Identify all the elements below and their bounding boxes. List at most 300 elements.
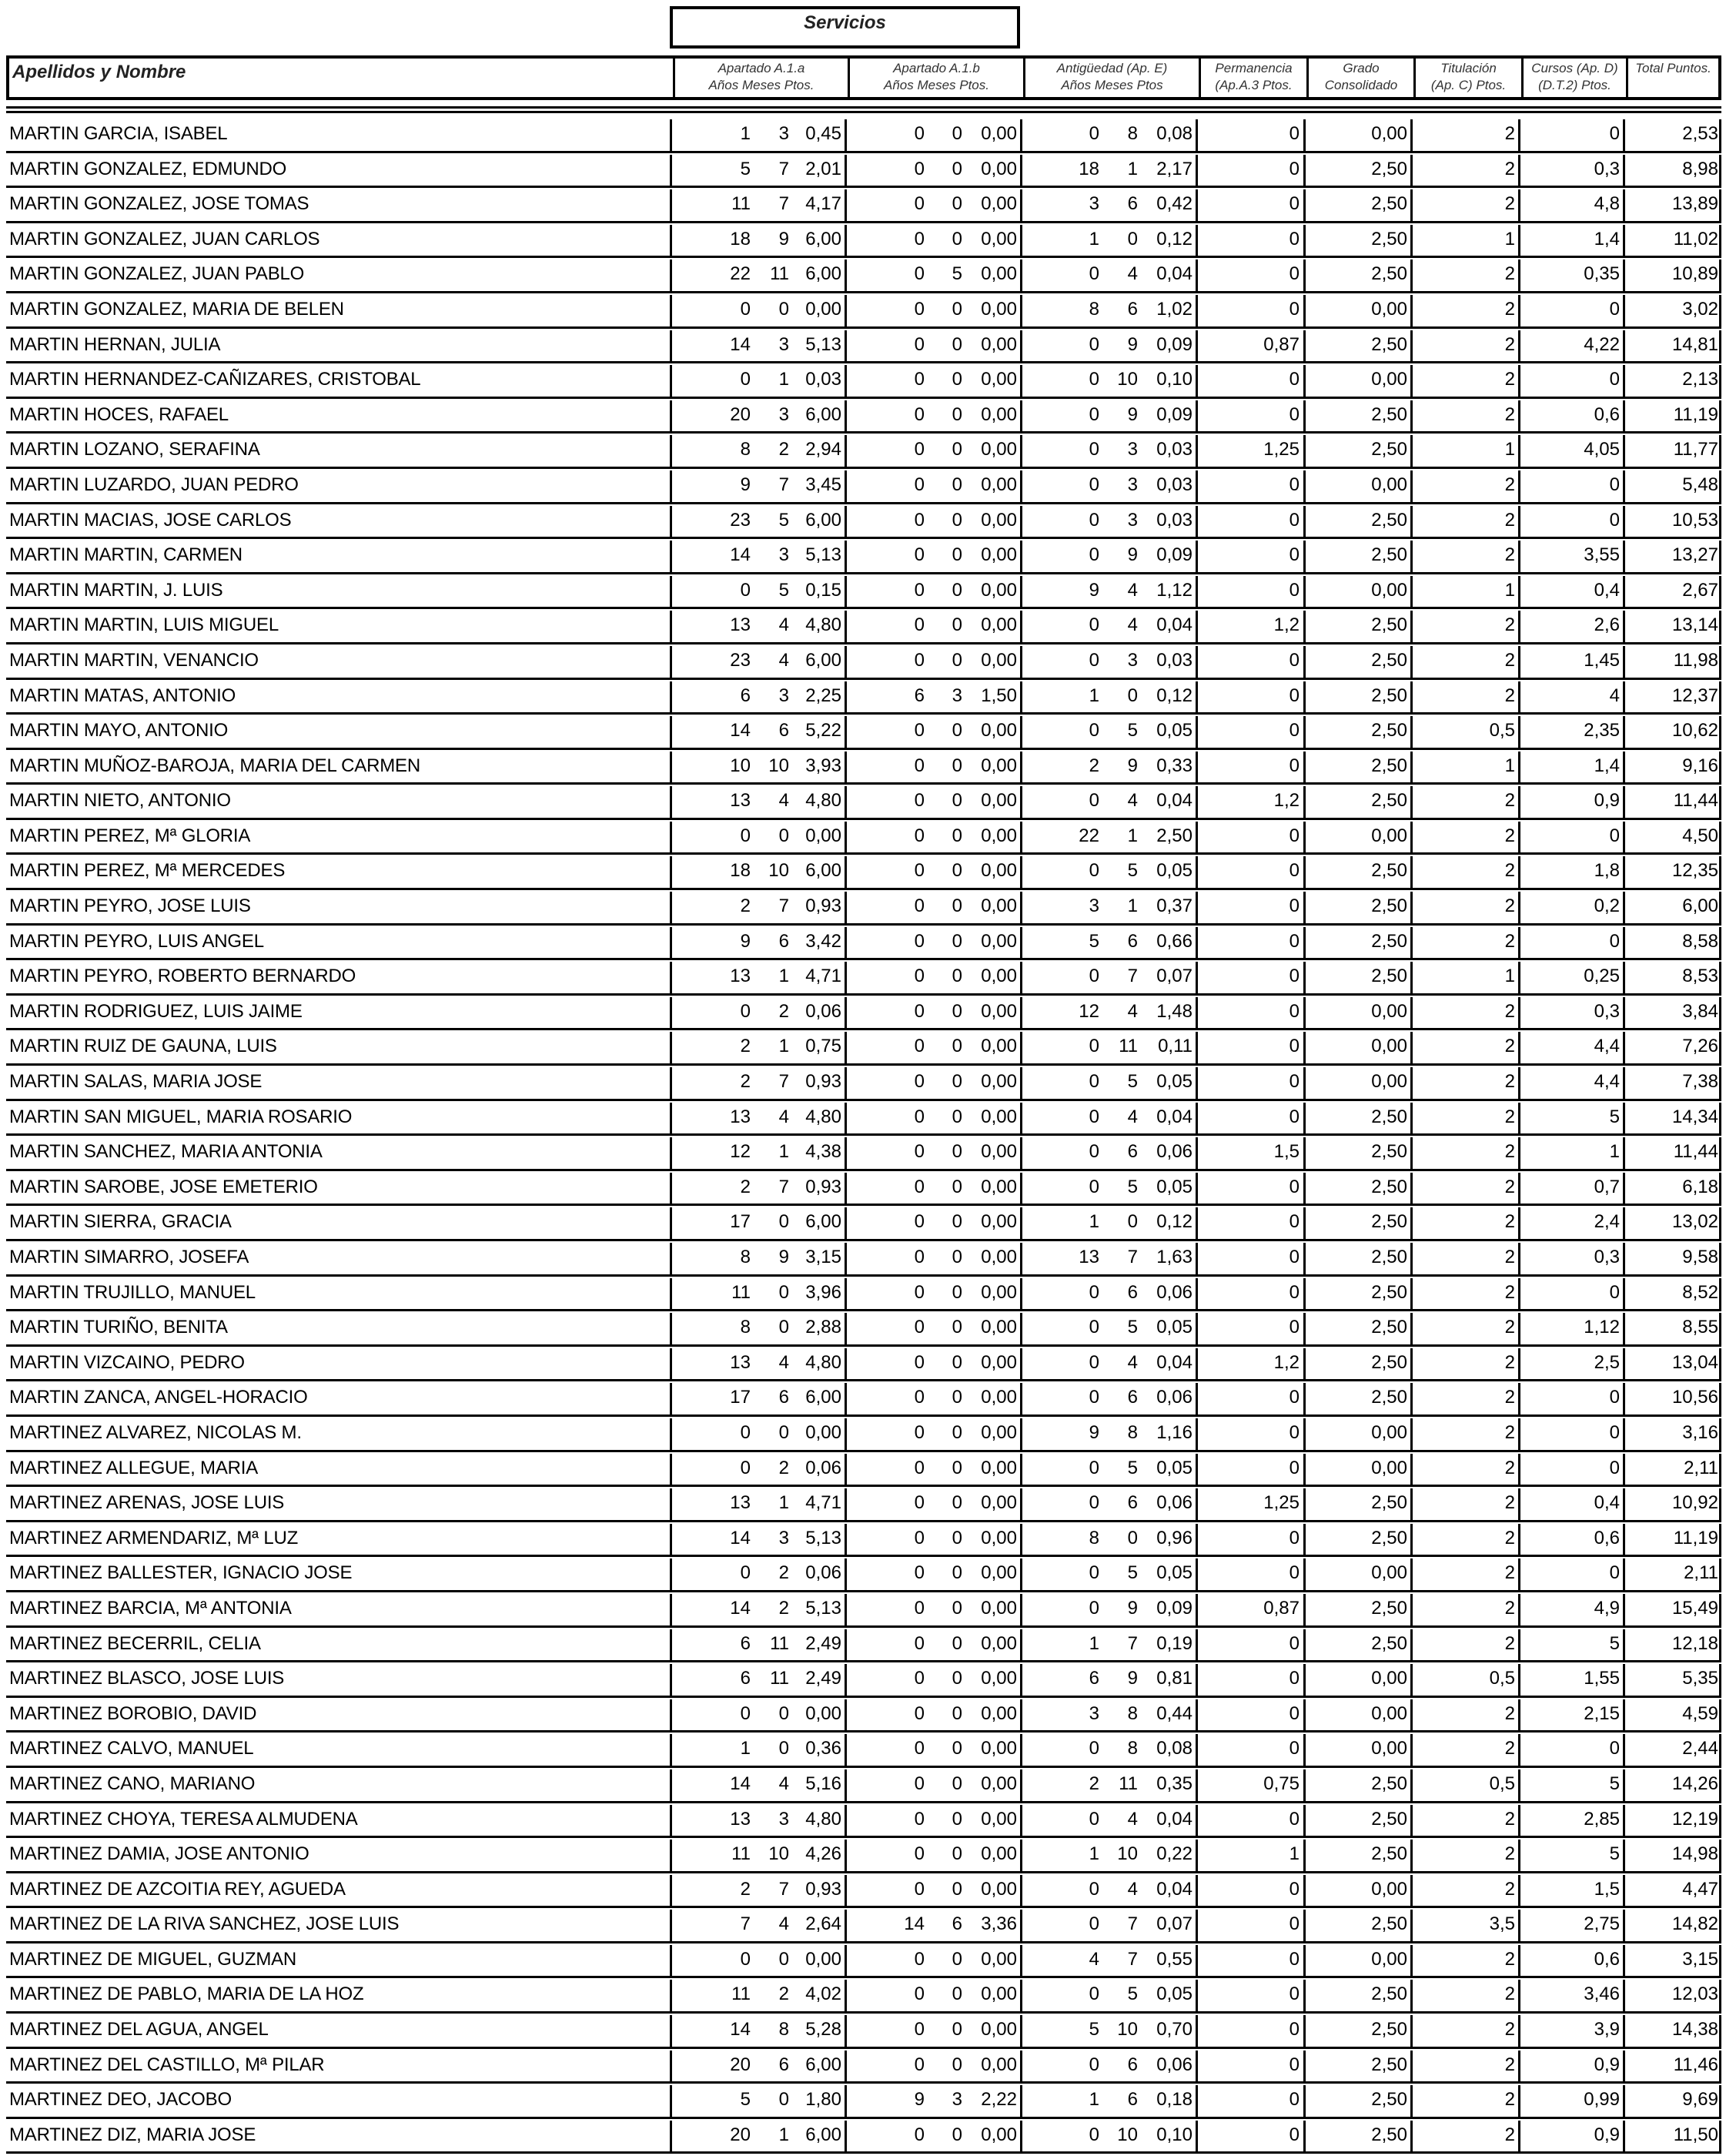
cell-a1b-anos: 0 <box>914 439 925 460</box>
cell-titulacion: 2 <box>1504 2089 1515 2111</box>
cell-permanencia: 0 <box>1289 579 1300 601</box>
cell-antig-meses: 10 <box>1117 2124 1138 2145</box>
cell-border <box>845 822 847 853</box>
table-row <box>6 1522 1721 1558</box>
cell-permanencia: 1,25 <box>1263 439 1300 460</box>
cell-titulacion: 2 <box>1504 1036 1515 1057</box>
cell-a1a-anos: 2 <box>740 1878 751 1900</box>
cell-border <box>1196 2085 1198 2117</box>
cell-border <box>1623 1594 1625 1625</box>
cell-border <box>1196 1418 1198 1450</box>
cell-border <box>1518 1488 1520 1520</box>
cell-border <box>1196 962 1198 993</box>
cell-border <box>1303 1383 1306 1414</box>
cell-a1b-ptos: 0,00 <box>981 1317 1017 1338</box>
cell-antig-meses: 4 <box>1127 1878 1138 1900</box>
cell-titulacion: 2 <box>1504 1247 1515 1267</box>
cell-border <box>1020 1348 1022 1380</box>
cell-border <box>1410 1348 1413 1380</box>
cell-a1a-anos: 0 <box>740 1000 751 1022</box>
cell-antig-ptos: 2,50 <box>1156 825 1192 846</box>
cell-border <box>1719 611 1721 642</box>
cell-border <box>845 1980 847 2011</box>
cell-border <box>1020 541 1022 572</box>
cell-a1b-anos: 0 <box>914 1036 925 1057</box>
cell-name: MARTIN VIZCAINO, PEDRO <box>9 1351 245 1373</box>
cell-grado: 2,50 <box>1371 755 1407 776</box>
cell-a1b-ptos: 0,00 <box>981 755 1017 776</box>
cell-antig-meses: 8 <box>1127 1702 1138 1724</box>
cell-border <box>1410 1137 1413 1169</box>
cell-border <box>1518 155 1520 186</box>
cell-grado: 2,50 <box>1371 1141 1407 1163</box>
cell-name: MARTIN PEREZ, Mª GLORIA <box>9 825 251 846</box>
cell-antig-ptos: 0,35 <box>1156 1773 1192 1794</box>
cell-a1a-ptos: 0,00 <box>805 298 841 320</box>
cell-total: 2,13 <box>1682 369 1718 390</box>
cell-total: 8,58 <box>1682 930 1718 952</box>
cell-a1b-ptos: 0,00 <box>981 720 1017 742</box>
cell-cursos: 5 <box>1609 1106 1620 1127</box>
cell-border <box>1623 2015 1625 2047</box>
cell-antig-anos: 0 <box>1089 369 1099 390</box>
cell-grado: 2,50 <box>1371 1913 1407 1935</box>
cell-border <box>1020 1664 1022 1696</box>
cell-name: MARTINEZ DIZ, MARIA JOSE <box>9 2124 256 2145</box>
cell-a1a-meses: 0 <box>778 1702 789 1724</box>
cell-antig-ptos: 0,70 <box>1156 2019 1192 2040</box>
cell-a1a-meses: 6 <box>778 1387 789 1408</box>
table-row <box>6 644 1721 680</box>
cell-a1b-anos: 0 <box>914 1562 925 1584</box>
cell-border <box>1020 1840 1022 1871</box>
cell-border <box>1020 1980 1022 2011</box>
cell-total: 9,16 <box>1682 755 1718 776</box>
cell-antig-ptos: 0,03 <box>1156 474 1192 495</box>
cell-a1a-meses: 7 <box>778 1176 789 1197</box>
cell-a1b-ptos: 0,00 <box>981 1878 1017 1900</box>
cell-border <box>1196 1840 1198 1871</box>
cell-name: MARTIN RODRIGUEZ, LUIS JAIME <box>9 1000 303 1022</box>
cell-titulacion: 2 <box>1504 1176 1515 1197</box>
cell-permanencia: 0 <box>1289 228 1300 249</box>
cell-a1a-meses: 6 <box>778 2054 789 2075</box>
cell-a1b-meses: 0 <box>952 1843 962 1865</box>
cell-a1b-meses: 0 <box>952 755 962 776</box>
cell-border <box>1196 646 1198 678</box>
cell-a1b-meses: 0 <box>952 1317 962 1338</box>
cell-a1a-anos: 20 <box>730 2054 751 2075</box>
cell-border <box>1623 856 1625 888</box>
cell-cursos: 0,7 <box>1594 1176 1620 1197</box>
cell-border <box>1719 1137 1721 1169</box>
cell-a1b-anos: 0 <box>914 1492 925 1514</box>
cell-border <box>1623 752 1625 783</box>
cell-name: MARTIN LOZANO, SERAFINA <box>9 439 260 460</box>
cell-border <box>845 155 847 186</box>
cell-titulacion: 2 <box>1504 298 1515 320</box>
cell-titulacion: 2 <box>1504 123 1515 144</box>
col-header-total: Total Puntos. <box>1626 59 1718 97</box>
table-row <box>6 118 1721 153</box>
cell-name: MARTIN NIETO, ANTONIO <box>9 790 231 812</box>
cell-grado: 2,50 <box>1371 614 1407 636</box>
cell-border <box>1303 611 1306 642</box>
cell-border <box>1518 927 1520 959</box>
cell-border <box>670 646 672 678</box>
cell-cursos: 1,55 <box>1584 1668 1620 1689</box>
cell-a1a-ptos: 3,93 <box>805 755 841 776</box>
cell-border <box>1020 295 1022 326</box>
cell-name: MARTINEZ BALLESTER, IGNACIO JOSE <box>9 1562 353 1584</box>
cell-border <box>670 1840 672 1871</box>
cell-border <box>670 681 672 713</box>
servicios-header: Servicios <box>670 6 1020 49</box>
cell-border <box>845 470 847 502</box>
cell-grado: 0,00 <box>1371 1421 1407 1443</box>
table-row <box>6 715 1721 750</box>
cell-a1b-anos: 0 <box>914 1317 925 1338</box>
cell-border <box>1303 1454 1306 1485</box>
cell-border <box>1303 1278 1306 1310</box>
cell-border <box>1623 2051 1625 2082</box>
cell-border <box>1719 716 1721 748</box>
cell-permanencia: 0 <box>1289 1176 1300 1197</box>
cell-border <box>1518 646 1520 678</box>
cell-antig-meses: 6 <box>1127 1281 1138 1303</box>
cell-a1b-ptos: 0,00 <box>981 1984 1017 2005</box>
cell-total: 3,02 <box>1682 298 1718 320</box>
cell-titulacion: 2 <box>1504 158 1515 179</box>
cell-grado: 2,50 <box>1371 158 1407 179</box>
cell-total: 12,35 <box>1671 860 1718 882</box>
cell-grado: 2,50 <box>1371 263 1407 285</box>
cell-grado: 2,50 <box>1371 1597 1407 1619</box>
cell-a1b-meses: 0 <box>952 1176 962 1197</box>
cell-border <box>1719 435 1721 467</box>
table-row <box>6 539 1721 574</box>
cell-grado: 0,00 <box>1371 579 1407 601</box>
cell-border <box>670 2121 672 2152</box>
cell-a1b-anos: 0 <box>914 1843 925 1865</box>
cell-border <box>1196 1383 1198 1414</box>
cell-border <box>1719 1067 1721 1099</box>
cell-cursos: 0 <box>1609 474 1620 495</box>
cell-border <box>670 1875 672 1907</box>
cell-a1b-ptos: 0,00 <box>981 193 1017 215</box>
cell-a1b-anos: 0 <box>914 896 925 917</box>
cell-border <box>1518 1348 1520 1380</box>
cell-a1a-ptos: 0,06 <box>805 1457 841 1478</box>
cell-border <box>1196 1243 1198 1274</box>
cell-antig-ptos: 0,09 <box>1156 544 1192 566</box>
cell-antig-ptos: 0,55 <box>1156 1948 1192 1970</box>
cell-permanencia: 0 <box>1289 1281 1300 1303</box>
cell-border <box>1196 2015 1198 2047</box>
cell-border <box>1623 1418 1625 1450</box>
cell-titulacion: 2 <box>1504 1984 1515 2005</box>
header-divider-bottom <box>6 111 1721 113</box>
cell-total: 11,19 <box>1673 1527 1718 1548</box>
cell-total: 2,67 <box>1682 579 1718 601</box>
cell-a1a-anos: 13 <box>730 1106 751 1127</box>
cell-border <box>1020 1032 1022 1063</box>
cell-permanencia: 1 <box>1289 1843 1300 1865</box>
cell-a1b-ptos: 0,00 <box>981 1562 1017 1584</box>
cell-a1a-meses: 2 <box>778 1000 789 1022</box>
cell-a1b-ptos: 0,00 <box>981 2124 1017 2145</box>
cell-grado: 2,50 <box>1371 1773 1407 1794</box>
cell-a1b-ptos: 0,00 <box>981 1141 1017 1163</box>
cell-name: MARTIN GONZALEZ, JOSE TOMAS <box>9 193 309 215</box>
cell-a1a-ptos: 0,75 <box>805 1036 841 1057</box>
cell-grado: 2,50 <box>1371 1808 1407 1830</box>
cell-total: 9,69 <box>1682 2089 1718 2111</box>
cell-permanencia: 0 <box>1289 966 1300 987</box>
table-row <box>6 890 1721 926</box>
cell-border <box>1410 2085 1413 2117</box>
cell-border <box>1020 1524 1022 1555</box>
cell-border <box>1518 1805 1520 1836</box>
cell-grado: 2,50 <box>1371 403 1407 425</box>
cell-border <box>1623 786 1625 818</box>
cell-a1a-meses: 9 <box>778 228 789 249</box>
cell-border <box>1020 155 1022 186</box>
cell-a1a-anos: 11 <box>731 1843 751 1865</box>
cell-titulacion: 2 <box>1504 1421 1515 1443</box>
cell-a1a-anos: 13 <box>730 1808 751 1830</box>
table-row <box>6 1978 1721 2014</box>
cell-a1b-meses: 0 <box>952 2054 962 2075</box>
table-row <box>6 1311 1721 1347</box>
cell-border <box>1020 997 1022 1029</box>
cell-a1a-meses: 1 <box>778 369 789 390</box>
cell-antig-anos: 0 <box>1089 123 1099 144</box>
cell-border <box>1518 1418 1520 1450</box>
cell-border <box>1196 1032 1198 1063</box>
cell-cursos: 5 <box>1609 1773 1620 1794</box>
cell-a1b-ptos: 0,00 <box>981 544 1017 566</box>
cell-border <box>1623 259 1625 291</box>
table-row <box>6 750 1721 785</box>
cell-cursos: 0 <box>1609 369 1620 390</box>
cell-a1b-ptos: 3,36 <box>981 1913 1017 1935</box>
cell-border <box>1020 1173 1022 1204</box>
cell-a1b-anos: 0 <box>914 1141 925 1163</box>
cell-border <box>670 541 672 572</box>
cell-border <box>845 892 847 923</box>
table-row <box>6 1030 1721 1066</box>
cell-border <box>1410 1769 1413 1801</box>
cell-a1b-anos: 0 <box>914 1387 925 1408</box>
cell-a1a-anos: 23 <box>730 649 751 671</box>
table-row <box>6 609 1721 644</box>
cell-a1b-anos: 0 <box>914 720 925 742</box>
cell-antig-anos: 0 <box>1089 474 1099 495</box>
cell-border <box>1303 155 1306 186</box>
cell-border <box>1020 1313 1022 1344</box>
cell-border <box>1518 1699 1520 1731</box>
cell-a1b-meses: 0 <box>952 1421 962 1443</box>
cell-total: 11,77 <box>1673 439 1718 460</box>
cell-antig-meses: 9 <box>1127 1597 1138 1619</box>
cell-permanencia: 0 <box>1289 649 1300 671</box>
cell-border <box>1303 646 1306 678</box>
cell-border <box>670 1488 672 1520</box>
cell-border <box>1719 400 1721 432</box>
cell-antig-meses: 3 <box>1127 439 1138 460</box>
cell-a1a-ptos: 1,80 <box>805 2089 841 2111</box>
cell-a1a-meses: 0 <box>778 1281 789 1303</box>
cell-border <box>845 2085 847 2117</box>
cell-border <box>670 259 672 291</box>
cell-border <box>1196 1910 1198 1941</box>
cell-border <box>1410 1629 1413 1661</box>
cell-antig-anos: 0 <box>1089 1738 1099 1759</box>
cell-antig-anos: 9 <box>1089 579 1099 601</box>
cell-total: 13,89 <box>1671 193 1718 215</box>
cell-antig-anos: 0 <box>1089 1492 1099 1514</box>
table-row <box>6 1136 1721 1171</box>
table-row <box>6 188 1721 223</box>
cell-permanencia: 0 <box>1289 1808 1300 1830</box>
cell-titulacion: 2 <box>1504 333 1515 355</box>
table-row <box>6 1171 1721 1207</box>
cell-border <box>1196 435 1198 467</box>
cell-a1b-meses: 0 <box>952 369 962 390</box>
cell-a1a-anos: 14 <box>730 1773 751 1794</box>
cell-antig-meses: 0 <box>1127 228 1138 249</box>
cell-cursos: 0,99 <box>1584 2089 1620 2111</box>
cell-border <box>1623 576 1625 608</box>
cell-a1a-ptos: 0,00 <box>805 1948 841 1970</box>
cell-antig-ptos: 0,07 <box>1156 966 1192 987</box>
cell-name: MARTINEZ ARMENDARIZ, Mª LUZ <box>9 1527 299 1548</box>
cell-antig-meses: 4 <box>1127 579 1138 601</box>
cell-border <box>1719 2015 1721 2047</box>
table-row <box>6 469 1721 504</box>
cell-antig-ptos: 0,05 <box>1156 1984 1192 2005</box>
cell-border <box>1410 822 1413 853</box>
cell-a1b-meses: 0 <box>952 790 962 812</box>
cell-permanencia: 1,5 <box>1273 1141 1300 1163</box>
cell-border <box>1303 330 1306 362</box>
cell-cursos: 0,3 <box>1594 1000 1620 1022</box>
cell-border <box>1518 576 1520 608</box>
cell-border <box>1518 1278 1520 1310</box>
cell-a1b-anos: 0 <box>914 1106 925 1127</box>
cell-border <box>1020 1418 1022 1450</box>
cell-a1b-meses: 0 <box>952 544 962 566</box>
cell-total: 13,14 <box>1671 614 1718 636</box>
cell-antig-anos: 12 <box>1079 1000 1099 1022</box>
cell-a1a-meses: 11 <box>770 263 789 285</box>
cell-border <box>1623 1488 1625 1520</box>
cell-border <box>1623 1840 1625 1871</box>
cell-a1b-meses: 0 <box>952 123 962 144</box>
cell-border <box>845 1594 847 1625</box>
cell-a1a-ptos: 6,00 <box>805 403 841 425</box>
cell-name: MARTINEZ DEL AGUA, ANGEL <box>9 2019 269 2040</box>
cell-permanencia: 0 <box>1289 509 1300 531</box>
cell-name: MARTINEZ CALVO, MANUEL <box>9 1738 254 1759</box>
table-row <box>6 434 1721 469</box>
col-header-a1a: Apartado A.1.a Años Meses Ptos. <box>673 59 848 97</box>
cell-a1a-ptos: 5,13 <box>805 333 841 355</box>
name-column-header: Apellidos y Nombre <box>12 62 186 82</box>
cell-antig-meses: 4 <box>1127 1808 1138 1830</box>
cell-a1a-meses: 7 <box>778 896 789 917</box>
cell-antig-ptos: 0,04 <box>1156 790 1192 812</box>
cell-a1b-anos: 0 <box>914 1351 925 1373</box>
cell-border <box>1303 119 1306 151</box>
cell-border <box>1719 541 1721 572</box>
cell-cursos: 0,35 <box>1584 263 1620 285</box>
cell-antig-ptos: 0,04 <box>1156 1808 1192 1830</box>
cell-border <box>1303 295 1306 326</box>
cell-a1a-ptos: 5,13 <box>805 1527 841 1548</box>
cell-border <box>1196 1980 1198 2011</box>
cell-antig-anos: 1 <box>1089 685 1099 706</box>
cell-a1a-ptos: 4,80 <box>805 1106 841 1127</box>
cell-border <box>1020 1558 1022 1590</box>
cell-a1a-meses: 7 <box>778 474 789 495</box>
cell-name: MARTINEZ ALVAREZ, NICOLAS M. <box>9 1421 302 1443</box>
cell-a1a-anos: 0 <box>740 1421 751 1443</box>
cell-antig-meses: 10 <box>1117 369 1138 390</box>
cell-border <box>1518 1207 1520 1239</box>
cell-cursos: 1,4 <box>1594 755 1620 776</box>
cell-a1b-meses: 3 <box>952 2089 962 2111</box>
cell-a1b-anos: 14 <box>904 1913 925 1935</box>
cell-border <box>670 1734 672 1766</box>
cell-a1b-meses: 0 <box>952 825 962 846</box>
table-row <box>6 223 1721 259</box>
cell-border <box>1303 681 1306 713</box>
cell-total: 3,84 <box>1682 1000 1718 1022</box>
cell-a1b-anos: 0 <box>914 1527 925 1548</box>
cell-a1a-anos: 1 <box>740 1738 751 1759</box>
cell-name: MARTIN PEREZ, Mª MERCEDES <box>9 860 286 882</box>
cell-name: MARTIN SAN MIGUEL, MARIA ROSARIO <box>9 1106 353 1127</box>
cell-a1b-ptos: 0,00 <box>981 896 1017 917</box>
cell-titulacion: 2 <box>1504 1843 1515 1865</box>
cell-border <box>845 997 847 1029</box>
cell-grado: 0,00 <box>1371 298 1407 320</box>
cell-titulacion: 2 <box>1504 790 1515 812</box>
cell-a1a-anos: 12 <box>730 1141 751 1163</box>
cell-antig-ptos: 0,06 <box>1156 2054 1192 2075</box>
cell-a1a-anos: 9 <box>740 474 751 495</box>
cell-a1b-anos: 0 <box>914 1247 925 1267</box>
cell-name: MARTIN LUZARDO, JUAN PEDRO <box>9 474 299 495</box>
cell-border <box>1719 962 1721 993</box>
cell-a1a-anos: 6 <box>740 1668 751 1689</box>
cell-grado: 2,50 <box>1371 509 1407 531</box>
cell-a1a-anos: 14 <box>730 333 751 355</box>
table-row <box>6 1101 1721 1137</box>
cell-a1a-ptos: 0,15 <box>805 579 841 601</box>
cell-border <box>1303 1629 1306 1661</box>
table-header <box>6 55 1721 100</box>
cell-antig-ptos: 1,02 <box>1156 298 1192 320</box>
cell-cursos: 0,4 <box>1594 579 1620 601</box>
cell-border <box>1020 856 1022 888</box>
cell-border <box>1303 1313 1306 1344</box>
cell-border <box>670 1524 672 1555</box>
cell-grado: 2,50 <box>1371 966 1407 987</box>
table-row <box>6 1557 1721 1592</box>
